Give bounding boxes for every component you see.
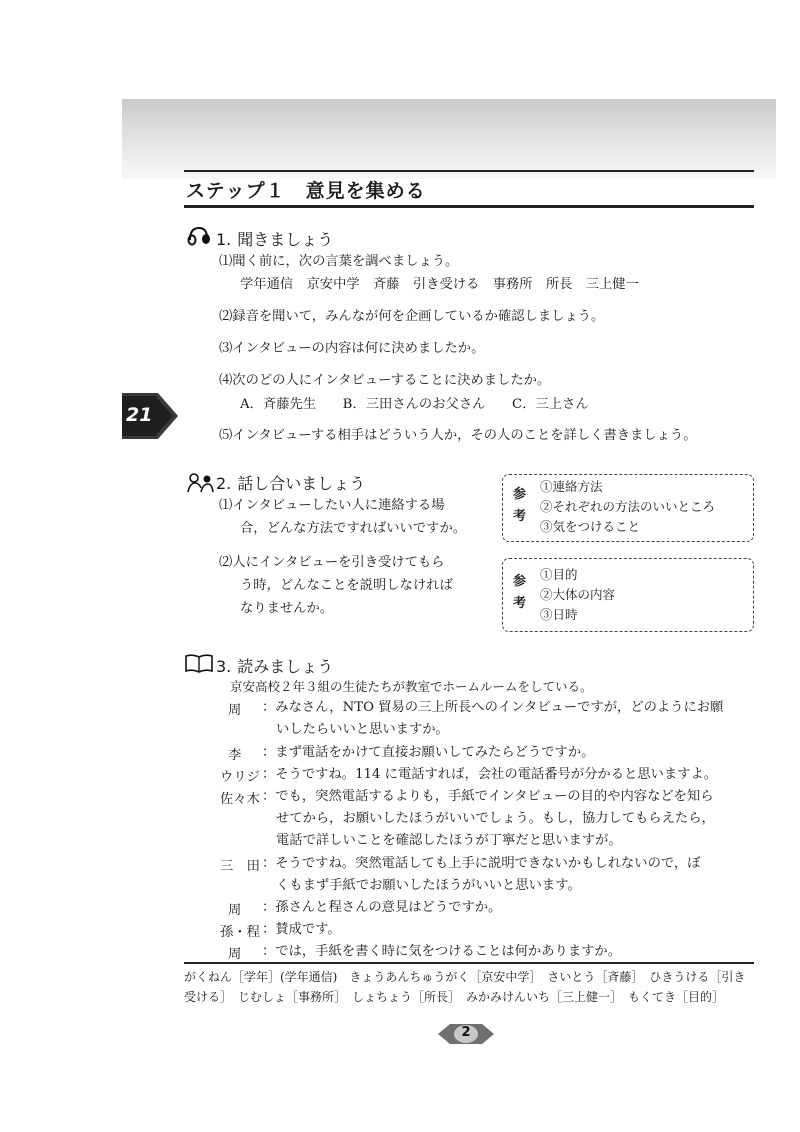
dialogue-speaker: 孫・程	[220, 925, 260, 940]
title-top-rule	[184, 170, 754, 172]
glossary-rule	[184, 962, 754, 964]
dialogue-speaker: 周	[228, 903, 242, 918]
chapter-tab	[122, 393, 178, 439]
s2-q2-line1: ⑵人にインタビューを引き受けてもら	[219, 555, 445, 570]
section1-title: 聞きましょう	[237, 230, 334, 249]
s1-q4-options: A．斉藤先生 B．三田さんのお父さん C．三上さん	[240, 397, 589, 412]
dialogue-line: ：孫さんと程さんの意見はどうですか。	[262, 900, 502, 915]
chapter-tab-number: 21	[126, 404, 153, 426]
dialogue-line: いしたらいいと思いますか。	[276, 722, 449, 737]
ref1-item: ②それぞれの方法のいいところ	[540, 499, 716, 514]
title-bottom-rule	[184, 205, 754, 208]
ref2-label	[513, 571, 527, 615]
page-number: 2	[461, 1025, 471, 1040]
s1-q4: ⑷次のどの人にインタビューすることに決めましたか。	[219, 373, 551, 388]
discussion-icon	[185, 470, 215, 498]
reference-box-1	[502, 474, 754, 542]
section1-heading	[212, 227, 333, 250]
dialogue-line: ：でも，突然電話するよりも，手紙でインタビューの目的や内容などを知ら	[262, 789, 714, 804]
ref1-item: ①連絡方法	[540, 479, 603, 494]
dialogue-speaker: ウリジ	[220, 770, 260, 785]
dialogue-speaker: 周	[228, 703, 242, 718]
ref1-label	[513, 484, 527, 528]
section2-title: 話し合いましょう	[237, 474, 366, 493]
dialogue-speaker: 三 田	[220, 859, 260, 874]
section2-number: 2.	[216, 474, 232, 493]
section2-heading	[212, 471, 365, 494]
s3-intro: 京安高校２年３組の生徒たちが教室でホームルームをしている。	[230, 679, 593, 694]
dialogue-speaker: 周	[228, 947, 242, 962]
s1-q2: ⑵録音を聞いて，みんなが何を企画しているか確認しましょう。	[219, 309, 605, 324]
reference-box-2	[502, 558, 754, 632]
section3-title: 読みましょう	[237, 657, 334, 676]
s1-q1-words: 学年通信 京安中学 斉藤 引き受ける 事務所 所長 三上健一	[240, 277, 639, 292]
ref1-label-top: 参	[513, 487, 527, 502]
header-band	[122, 99, 776, 179]
ref1-label-bottom: 考	[513, 509, 527, 524]
dialogue-line: 電話で詳しいことを確認したほうが丁寧だと思いますが。	[276, 833, 622, 848]
ref2-item: ③日時	[540, 607, 578, 622]
dialogue-speaker: 佐々木	[220, 792, 260, 807]
dialogue-line: ：そうですね。114 に電話すれば，会社の電話番号が分かると思いますよ。	[262, 767, 718, 782]
section3-number: 3.	[216, 657, 232, 676]
open-book-icon	[184, 652, 214, 678]
section3-heading	[212, 654, 333, 677]
glossary-line: がくねん［学年］(学年通信) きょうあんちゅうがく［京安中学］ さいとう［斉藤］ ひきうける［引き	[184, 970, 746, 984]
s2-q1-line2: 合，どんな方法ですればいいですか。	[240, 521, 467, 536]
s1-q5: ⑸インタビューする相手はどういう人か，その人のことを詳しく書きましょう。	[219, 428, 697, 443]
s1-q1: ⑴聞く前に，次の言葉を調べましょう。	[219, 254, 459, 269]
dialogue-line: くもまず手紙でお願いしたほうがいいと思います。	[276, 878, 581, 893]
step-title: ステップ１ 意見を集める	[186, 180, 426, 202]
dialogue-line: ：みなさん，NTO 貿易の三上所長へのインタビューですが，どのようにお願	[262, 700, 724, 715]
s2-q1-line1: ⑴インタビューしたい人に連絡する場	[219, 498, 445, 513]
dialogue-line: せてから，お願いしたほうがいいでしょう。もし，協力してもらえたら，	[276, 811, 715, 826]
s2-q2-line2: う時，どんなことを説明しなければ	[240, 578, 453, 593]
dialogue-line: ：では，手紙を書く時に気をつけることは何かありますか。	[262, 944, 622, 959]
ref2-label-top: 参	[513, 574, 527, 589]
dialogue-line: ：まず電話をかけて直接お願いしてみたらどうですか。	[262, 745, 595, 760]
section1-number: 1.	[216, 230, 232, 249]
page-number-badge	[438, 1022, 494, 1046]
ref2-item: ②大体の内容	[540, 587, 616, 602]
ref2-item: ①目的	[540, 567, 578, 582]
glossary-line: 受ける］ じむしょ［事務所］ しょちょう［所長］ みかみけんいち［三上健一］ もくてき［目的］	[184, 990, 725, 1004]
dialogue-line: ：そうですね。突然電話しても上手に説明できないかもしれないので，ぼ	[262, 856, 701, 871]
dialogue-speaker: 李	[228, 748, 242, 763]
dialogue-line: ：賛成です。	[262, 922, 341, 937]
ref2-label-bottom: 考	[513, 596, 527, 611]
s2-q2-line3: なりませんか。	[240, 601, 334, 616]
s1-q3: ⑶インタビューの内容は何に決めましたか。	[219, 341, 485, 356]
ref1-item: ③気をつけること	[540, 519, 641, 534]
